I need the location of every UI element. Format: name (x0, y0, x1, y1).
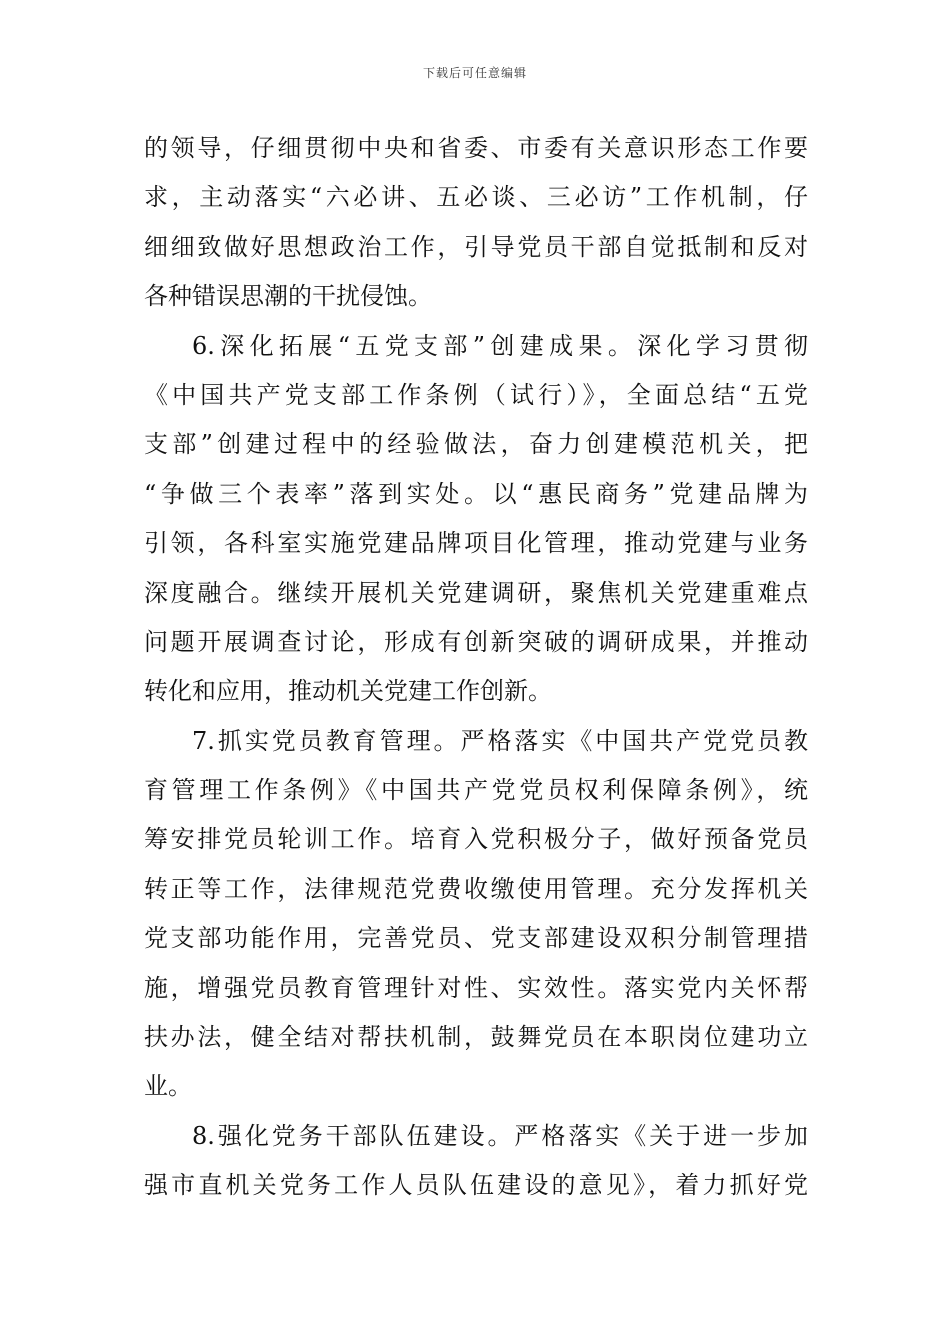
text-line: 各种错误思潮的干扰侵蚀。 (144, 282, 432, 311)
text-line: “争做三个表率”落到实处。以“惠民商务”党建品牌为 (144, 479, 808, 508)
text-line: 强市直机关党务工作人员队伍建设的意见》，着力抓好党 (144, 1171, 808, 1200)
text-line: 的领导，仔细贯彻中央和省委、市委有关意识形态工作要 (144, 134, 808, 162)
text-line: 支部”创建过程中的经验做法，奋力创建模范机关，把 (144, 430, 808, 459)
text-line: 筹安排党员轮训工作。培育入党积极分子，做好预备党员 (144, 825, 808, 854)
text-line: 扶办法，健全结对帮扶机制，鼓舞党员在本职岗位建功立 (144, 1023, 808, 1052)
text-line: 8.强化党务干部队伍建设。严格落实《关于进一步加 (192, 1121, 808, 1150)
text-line: 转正等工作，法律规范党费收缴使用管理。充分发挥机关 (144, 874, 808, 903)
header-note: 下载后可任意编辑 (422, 66, 527, 80)
text-line: 施，增强党员教育管理针对性、实效性。落实党内关怀帮 (144, 973, 808, 1002)
text-line: 求，主动落实“六必讲、五必谈、三必访”工作机制，仔 (144, 183, 808, 212)
document-body (144, 124, 808, 1211)
text-line: 6.深化拓展“五党支部”创建成果。深化学习贯彻 (192, 331, 808, 360)
text-line: 问题开展调查讨论，形成有创新突破的调研成果，并推动 (144, 627, 808, 656)
text-line: 业。 (144, 1072, 192, 1101)
text-line: 党支部功能作用，完善党员、党支部建设双积分制管理措 (144, 924, 808, 953)
text-line: 7.抓实党员教育管理。严格落实《中国共产党党员教 (192, 726, 808, 755)
text-line: 转化和应用，推动机关党建工作创新。 (144, 677, 552, 706)
text-line: 育管理工作条例》《中国共产党党员权利保障条例》，统 (144, 776, 808, 805)
text-line: 深度融合。继续开展机关党建调研，聚焦机关党建重难点 (144, 578, 808, 607)
text-line: 《中国共产党支部工作条例（试行）》，全面总结“五党 (144, 380, 808, 409)
text-line: 引领，各科室实施党建品牌项目化管理，推动党建与业务 (144, 529, 808, 558)
text-line: 细细致做好思想政治工作，引导党员干部自觉抵制和反对 (144, 232, 808, 261)
